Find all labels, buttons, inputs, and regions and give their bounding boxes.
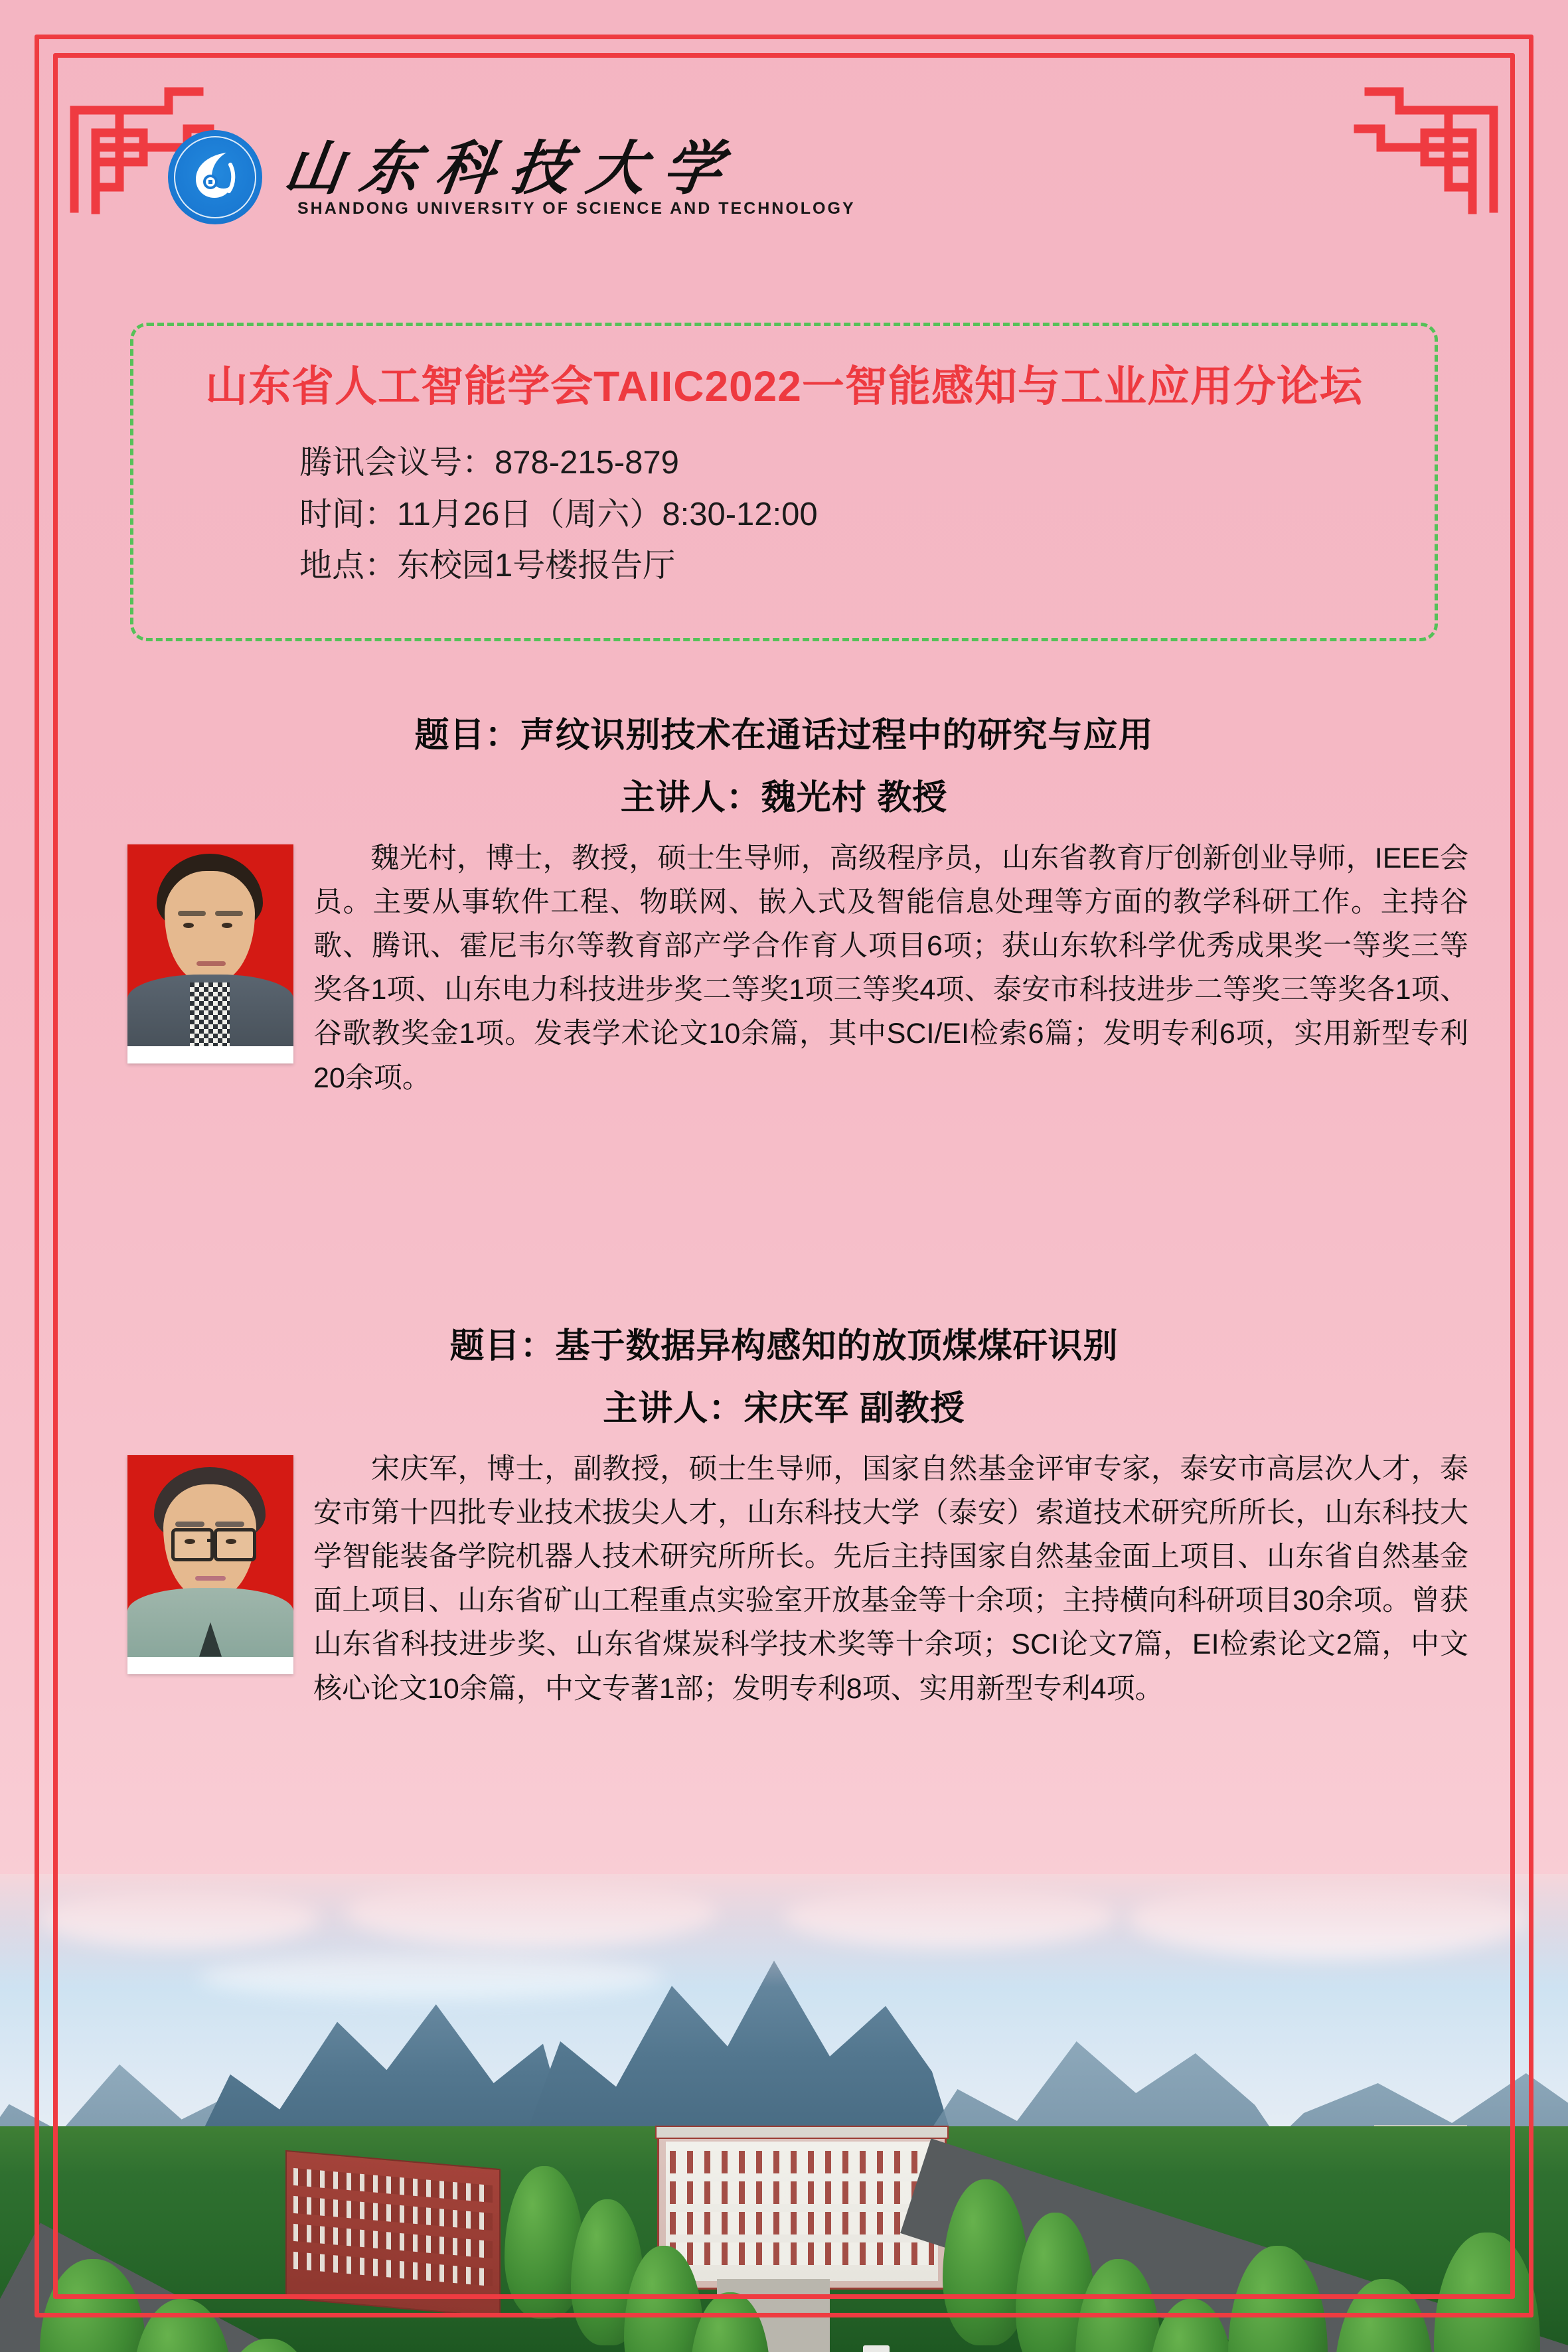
talk-bio-text: 魏光村，博士，教授，硕士生导师，高级程序员，山东省教育厅创新创业导师，IEEE会员。主要从事软件工程、物联网、嵌入式及智能信息处理等方面的教学科研工作。主持谷歌、腾讯、霍尼韦尔等教育部产学合作育人项目6项；获山东软科学优秀成果奖一等奖三等奖各1项、山东电力科技进步奖二等奖1项三等奖4项、泰安市科技进步二等奖三等奖各1项、谷歌教奖金1项。发表学术论文10余篇，其中SCI/EI检索6篇；发明专利6项，实用新型专利20余项。 — [313, 842, 1468, 1094]
talk-title: 题目：声纹识别技术在通话过程中的研究与应用 — [414, 716, 1154, 755]
talk-bio-text: 宋庆军，博士，副教授，硕士生导师，国家自然基金评审专家，泰安市高层次人才，泰安市第十四批专业技术拔尖人才，山东科技大学（泰安）索道技术研究所所长，山东科技大学智能装备学院机器人技术研究所所长。先后主持国家自然基金面上项目、山东省自然基金面上项目、山东省矿山工程重点实验室开放基金等十余项；主持横向科研项目30余项。曾获山东省科技进步奖、山东省煤炭科学技术奖等十余项；SCI论文7篇，EI检索论文2篇，中文核心论文10余篇，中文专著1部；发明专利8项、实用新型专利4项。 — [313, 1452, 1468, 1705]
university-name-en: SHANDONG UNIVERSITY OF SCIENCE AND TECHNOLOGY — [297, 199, 856, 218]
talk-block-1 — [100, 714, 1468, 1100]
conference-meta — [299, 440, 818, 595]
talk-speaker: 主讲人：魏光村 教授 — [620, 778, 948, 817]
conference-info-box — [130, 323, 1438, 641]
conference-title: 山东省人工智能学会TAIIC2022一智能感知与工业应用分论坛 — [205, 362, 1363, 410]
university-name-cn: 山东科技大学 — [279, 137, 744, 202]
meeting-id: 腾讯会议号：878-215-879 — [299, 445, 679, 481]
speaker-portrait-1 — [127, 844, 293, 1063]
meeting-place: 地点：东校园1号楼报告厅 — [299, 548, 676, 584]
shandong-ust-emblem-icon — [168, 130, 262, 224]
talk-block-2 — [100, 1324, 1468, 1711]
poster-header — [0, 125, 1568, 244]
talk-bio-wrapper — [100, 836, 1468, 1100]
speaker-portrait-2 — [127, 1455, 293, 1674]
talk-title: 题目：基于数据异构感知的放顶煤煤矸识别 — [449, 1327, 1119, 1366]
talk-speaker: 主讲人：宋庆军 副教授 — [603, 1389, 965, 1428]
talk-bio-wrapper — [100, 1447, 1468, 1711]
meeting-time: 时间：11月26日（周六）8:30-12:00 — [299, 496, 818, 532]
